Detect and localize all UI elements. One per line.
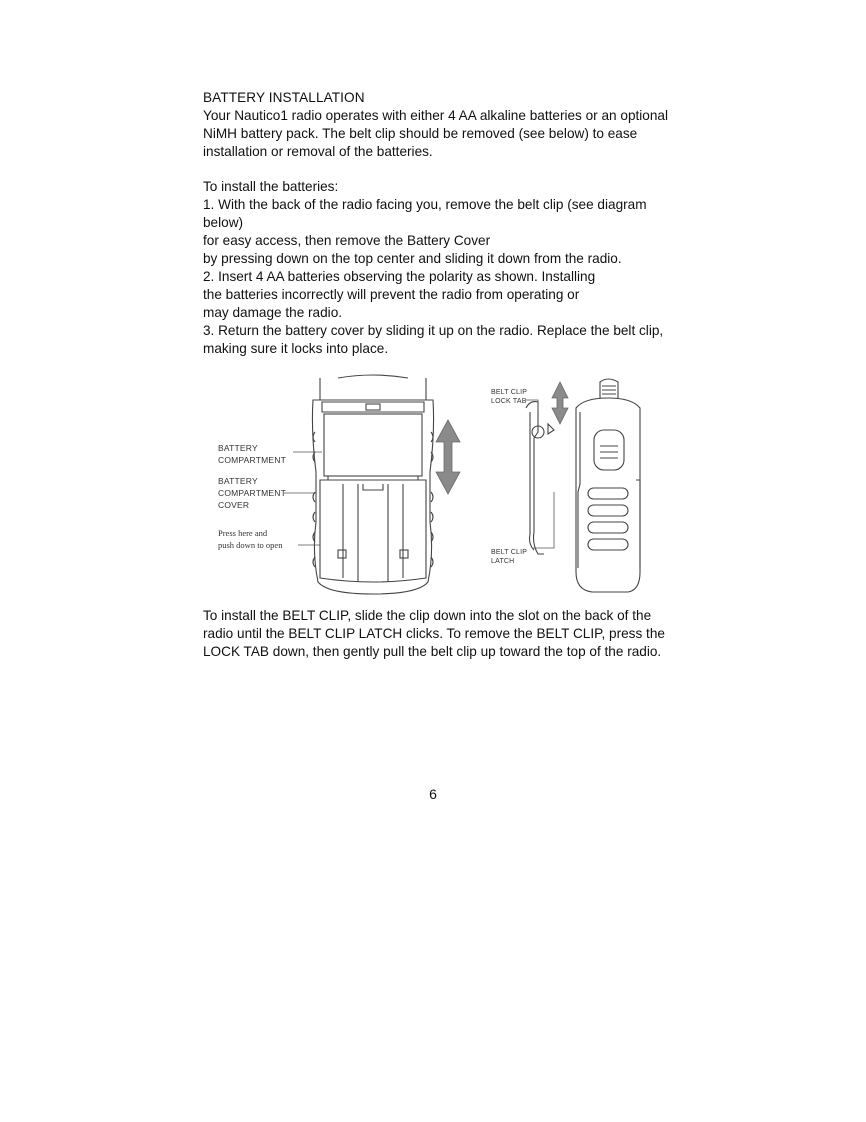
battery-diagram	[208, 372, 658, 600]
text-span: down, then gently pull the belt clip up toward the top of the radio.	[268, 644, 662, 659]
label-press-here: Press here and	[218, 528, 268, 538]
emphasis-text: BELT CLIP	[282, 608, 348, 623]
label-lock-tab: BELT CLIP	[491, 389, 528, 396]
radio-back-view	[312, 375, 433, 594]
step-line: making sure it locks into place.	[203, 341, 389, 356]
text-span: , press the	[601, 626, 665, 641]
emphasis-text: LOCK TAB	[203, 644, 269, 659]
intro-line: Your Nautico1 radio operates with either 4 AA alkaline batteries or an optional	[203, 108, 669, 123]
text-span: To install the	[203, 608, 283, 623]
text-span: , slide the clip down into the slot on the back of the	[347, 608, 652, 623]
step-line: may damage the radio.	[203, 305, 343, 320]
intro-line: installation or removal of the batteries.	[203, 144, 433, 159]
battery-diagram-svg	[208, 372, 658, 600]
label-battery-cover: BATTERY	[218, 476, 258, 486]
step-line: 1. With the back of the radio facing you, remove the belt clip (see diagram below)	[203, 197, 647, 230]
belt-clip-line	[203, 643, 673, 661]
emphasis-text: BELT CLIP LATCH	[288, 626, 403, 641]
page-number: 6	[429, 786, 437, 802]
belt-clip-line	[203, 607, 673, 625]
step-line: by pressing down on the top center and sliding it down from the radio.	[203, 251, 622, 266]
steps-section	[203, 178, 673, 358]
label-battery-cover: COVER	[218, 500, 250, 510]
label-battery-compartment: BATTERY	[218, 443, 258, 453]
label-battery-compartment: COMPARTMENT	[218, 455, 286, 465]
radio-side-view	[526, 379, 640, 592]
text-span: radio until the	[203, 626, 289, 641]
step-line: the batteries incorrectly will prevent the radio from operating or	[203, 287, 580, 302]
step-line: 2. Insert 4 AA batteries observing the polarity as shown. Installing	[203, 269, 596, 284]
label-press-here: push down to open	[218, 540, 283, 550]
label-belt-clip-latch: LATCH	[491, 558, 515, 565]
label-battery-cover: COMPARTMENT	[218, 488, 286, 498]
label-lock-tab: LOCK TAB	[491, 398, 527, 405]
belt-clip-section	[203, 607, 673, 661]
steps-lead: To install the batteries:	[203, 179, 339, 194]
slide-arrow-icon	[436, 420, 460, 494]
emphasis-text: BELT CLIP	[536, 626, 602, 641]
intro-section	[203, 89, 673, 161]
intro-line: NiMH battery pack. The belt clip should be removed (see below) to ease	[203, 126, 638, 141]
section-title: BATTERY INSTALLATION	[203, 90, 365, 105]
belt-clip-line	[203, 625, 673, 643]
clip-arrow-icon	[552, 382, 568, 424]
step-line: 3. Return the battery cover by sliding it up on the radio. Replace the belt clip,	[203, 323, 664, 338]
label-belt-clip-latch: BELT CLIP	[491, 549, 528, 556]
text-span: clicks. To remove the	[402, 626, 537, 641]
step-line: for easy access, then remove the Battery Cover	[203, 233, 491, 248]
